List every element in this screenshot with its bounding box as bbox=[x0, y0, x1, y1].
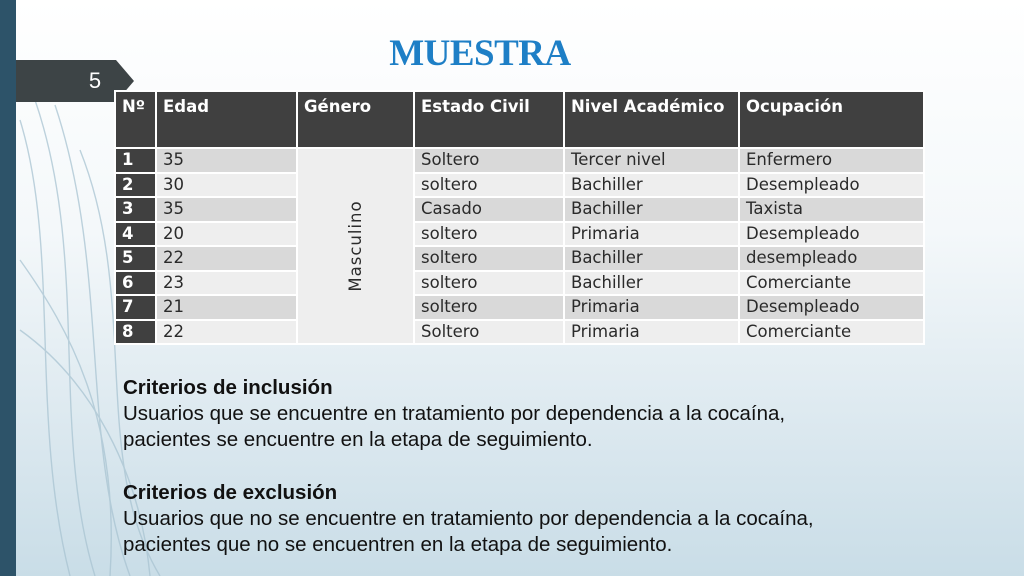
cell-edad: 22 bbox=[156, 320, 297, 345]
cell-estado-civil: soltero bbox=[414, 222, 564, 247]
page-number: 5 bbox=[88, 68, 102, 93]
cell-estado-civil: Casado bbox=[414, 197, 564, 222]
cell-nivel-academico: Bachiller bbox=[564, 271, 739, 296]
table-row bbox=[115, 320, 924, 345]
exclusion-text-line-2: pacientes que no se encuentren en la etapa de seguimiento. bbox=[123, 533, 673, 556]
cell-edad: 35 bbox=[156, 148, 297, 173]
sample-table bbox=[114, 90, 925, 345]
cell-edad: 23 bbox=[156, 271, 297, 296]
header-estado-civil: Estado Civil bbox=[414, 91, 564, 148]
cell-numero: 1 bbox=[115, 148, 156, 173]
cell-edad: 30 bbox=[156, 173, 297, 198]
cell-numero: 8 bbox=[115, 320, 156, 345]
cell-ocupacion: Comerciante bbox=[739, 271, 924, 296]
cell-edad: 20 bbox=[156, 222, 297, 247]
table-row bbox=[115, 173, 924, 198]
cell-nivel-academico: Primaria bbox=[564, 222, 739, 247]
cell-estado-civil: soltero bbox=[414, 173, 564, 198]
table-row bbox=[115, 271, 924, 296]
cell-numero: 4 bbox=[115, 222, 156, 247]
cell-estado-civil: Soltero bbox=[414, 148, 564, 173]
cell-numero: 5 bbox=[115, 246, 156, 271]
exclusion-criteria bbox=[123, 480, 983, 558]
cell-edad: 21 bbox=[156, 295, 297, 320]
exclusion-heading: Criterios de exclusión bbox=[123, 481, 338, 504]
cell-ocupacion: Desempleado bbox=[739, 222, 924, 247]
cell-nivel-academico: Primaria bbox=[564, 295, 739, 320]
cell-estado-civil: soltero bbox=[414, 271, 564, 296]
cell-estado-civil: soltero bbox=[414, 246, 564, 271]
cell-estado-civil: Soltero bbox=[414, 320, 564, 345]
cell-numero: 6 bbox=[115, 271, 156, 296]
cell-ocupacion: Taxista bbox=[739, 197, 924, 222]
header-numero: Nº bbox=[115, 91, 156, 148]
header-ocupacion: Ocupación bbox=[739, 91, 924, 148]
cell-estado-civil: soltero bbox=[414, 295, 564, 320]
cell-genero-merged bbox=[297, 148, 414, 344]
cell-numero: 2 bbox=[115, 173, 156, 198]
inclusion-text-line-1: Usuarios que se encuentre en tratamiento por dependencia a la cocaína, bbox=[123, 402, 786, 425]
cell-numero: 3 bbox=[115, 197, 156, 222]
cell-ocupacion: Desempleado bbox=[739, 173, 924, 198]
cell-ocupacion: Comerciante bbox=[739, 320, 924, 345]
cell-ocupacion: desempleado bbox=[739, 246, 924, 271]
cell-nivel-academico: Primaria bbox=[564, 320, 739, 345]
table-header-row bbox=[115, 91, 924, 148]
table-row bbox=[115, 246, 924, 271]
genero-value: Masculino bbox=[345, 200, 365, 292]
cell-ocupacion: Desempleado bbox=[739, 295, 924, 320]
cell-edad: 35 bbox=[156, 197, 297, 222]
cell-numero: 7 bbox=[115, 295, 156, 320]
slide-title: MUESTRA bbox=[389, 33, 571, 74]
table-row bbox=[115, 197, 924, 222]
cell-edad: 22 bbox=[156, 246, 297, 271]
header-nivel-academico: Nivel Académico bbox=[564, 91, 739, 148]
header-genero: Género bbox=[297, 91, 414, 148]
cell-nivel-academico: Bachiller bbox=[564, 197, 739, 222]
cell-nivel-academico: Bachiller bbox=[564, 173, 739, 198]
cell-nivel-academico: Tercer nivel bbox=[564, 148, 739, 173]
cell-nivel-academico: Bachiller bbox=[564, 246, 739, 271]
inclusion-criteria bbox=[123, 375, 983, 453]
table-row bbox=[115, 148, 924, 173]
exclusion-text-line-1: Usuarios que no se encuentre en tratamiento por dependencia a la cocaína, bbox=[123, 507, 814, 530]
header-edad: Edad bbox=[156, 91, 297, 148]
table-row bbox=[115, 222, 924, 247]
inclusion-heading: Criterios de inclusión bbox=[123, 376, 333, 399]
cell-ocupacion: Enfermero bbox=[739, 148, 924, 173]
inclusion-text-line-2: pacientes se encuentre en la etapa de seguimiento. bbox=[123, 428, 593, 451]
table-row bbox=[115, 295, 924, 320]
